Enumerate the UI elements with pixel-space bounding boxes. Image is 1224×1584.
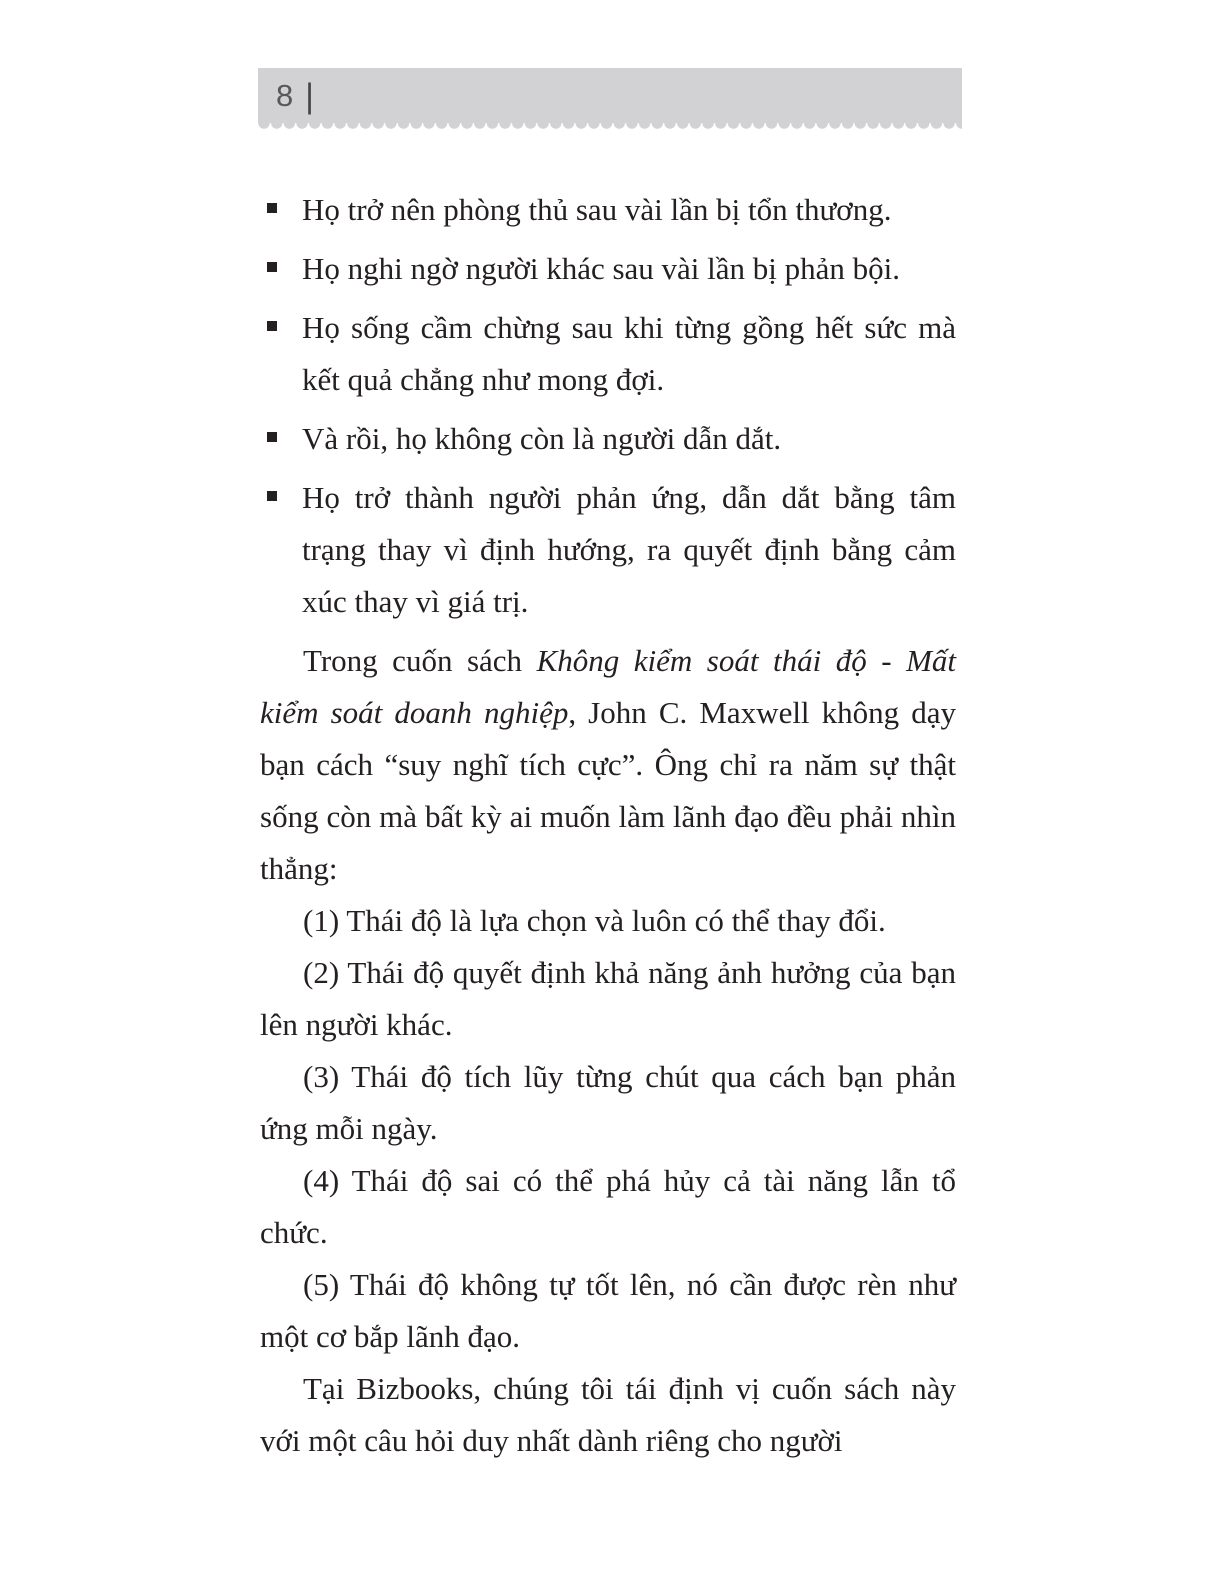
bullet-text: Họ sống cầm chừng sau khi từng gồng hết sức mà kết quả chẳng như mong đợi. xyxy=(302,310,956,397)
book-title-italic: Không kiểm soát thái độ - Mất kiểm soát doanh nghiệp xyxy=(260,643,957,730)
numbered-point-3: (3) Thái độ tích lũy từng chút qua cách bạn phản ứng mỗi ngày. xyxy=(260,1059,956,1146)
list-item xyxy=(260,413,956,465)
intro-text-after-title: , John C. Maxwell không dạy bạn cách “suy nghĩ tích cực”. Ông chỉ ra năm sự thật sống còn mà bất kỳ ai muốn làm lãnh đạo đều phải nhìn thẳng: xyxy=(260,695,956,886)
bullet-list xyxy=(260,184,956,628)
closing-paragraph: Tại Bizbooks, chúng tôi tái định vị cuốn sách này với một câu hỏi duy nhất dành riêng cho người xyxy=(260,1371,956,1458)
list-item xyxy=(260,302,956,406)
bullet-square-icon xyxy=(267,203,277,213)
page-header xyxy=(258,68,962,123)
list-item xyxy=(260,243,956,295)
intro-paragraph xyxy=(260,635,956,895)
numbered-point-1: (1) Thái độ là lựa chọn và luôn có thể thay đổi. xyxy=(303,903,886,938)
page-number: 8 xyxy=(276,78,294,113)
bullet-text: Họ trở nên phòng thủ sau vài lần bị tổn thương. xyxy=(302,192,892,227)
bullet-text: Họ trở thành người phản ứng, dẫn dắt bằng tâm trạng thay vì định hướng, ra quyết định bằng cảm xúc thay vì giá trị. xyxy=(302,480,956,619)
page-number-separator: | xyxy=(305,76,314,115)
numbered-point-2: (2) Thái độ quyết định khả năng ảnh hưởng của bạn lên người khác. xyxy=(260,955,956,1042)
list-item xyxy=(260,472,956,628)
numbered-point-4: (4) Thái độ sai có thể phá hủy cả tài năng lẫn tổ chức. xyxy=(260,1163,956,1250)
numbered-point-5: (5) Thái độ không tự tốt lên, nó cần được rèn như một cơ bắp lãnh đạo. xyxy=(260,1267,956,1354)
list-item xyxy=(260,184,956,236)
page-content xyxy=(260,184,956,1467)
bullet-square-icon xyxy=(267,321,277,331)
bullet-square-icon xyxy=(267,432,277,442)
bullet-text: Và rồi, họ không còn là người dẫn dắt. xyxy=(302,421,782,456)
intro-text-before-title: Trong cuốn sách xyxy=(303,643,537,678)
bullet-square-icon xyxy=(267,262,277,272)
bullet-text: Họ nghi ngờ người khác sau vài lần bị phản bội. xyxy=(302,251,901,286)
bullet-square-icon xyxy=(267,491,277,501)
